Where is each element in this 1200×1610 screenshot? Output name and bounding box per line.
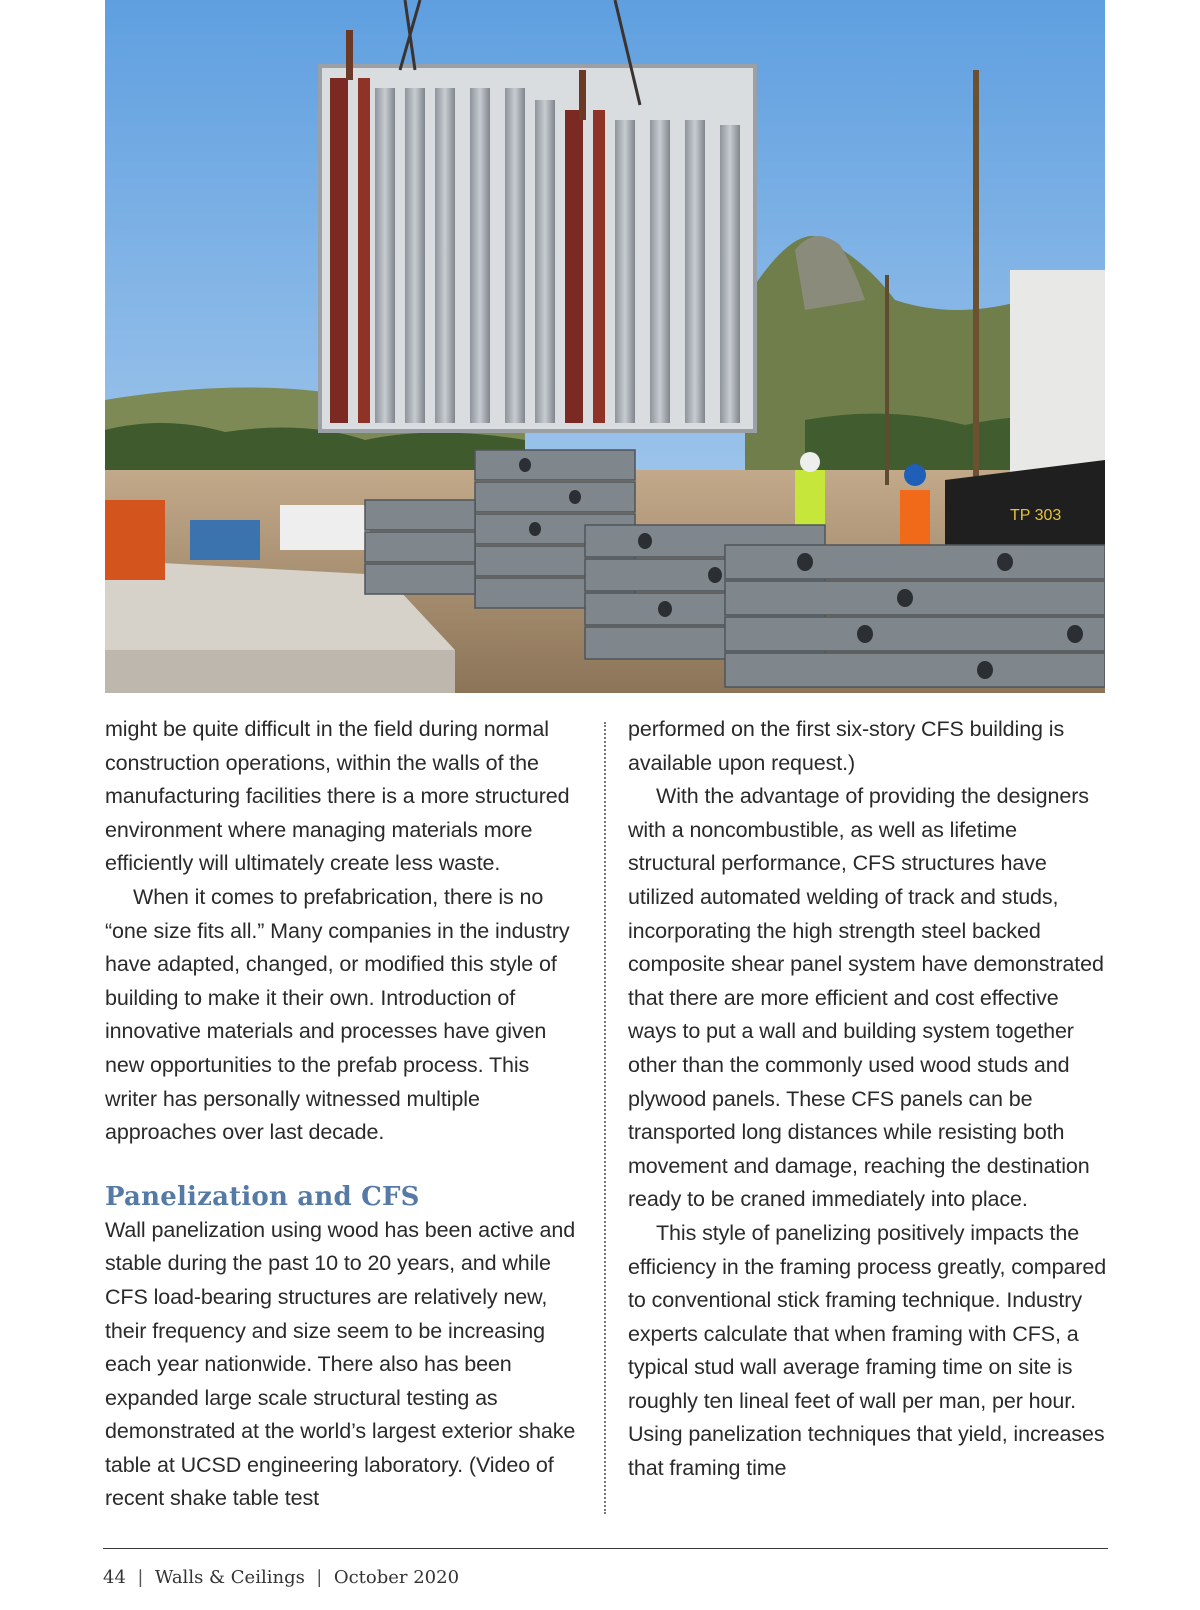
section-heading: Panelization and CFS [105, 1181, 420, 1212]
photo-illustration [105, 0, 1105, 693]
footer-separator: | [137, 1567, 144, 1588]
equipment-label: TP 303 [1010, 507, 1062, 524]
right-column [628, 713, 1108, 1486]
footer-rule [103, 1548, 1108, 1549]
left-paragraph-2: When it comes to prefabrication, there is no “one size fits all.” Many companies in the industry have adapted, changed, or modified this style of building to make it their own. Introduction of innovative materials and processes have given new opportunities to the prefab process. This writer has personally witnessed multiple approaches over last decade. [105, 884, 570, 1145]
left-column [105, 713, 583, 1516]
page-footer [103, 1567, 459, 1588]
right-paragraph-2: With the advantage of providing the designers with a noncombustible, as well as lifetime structural performance, CFS structures have utilized automated welding of track and studs, incorporating the high strength steel backed composite shear panel system have demonstrated that there are more efficient and cost effective ways to put a wall and building system together other than the commonly used wood studs and plywood panels. These CFS panels can be transported long distances while resisting both movement and damage, reaching the destination ready to be craned immediately into place. [628, 784, 1104, 1212]
column-divider [604, 722, 606, 1514]
left-paragraph-1: might be quite difficult in the field during normal construction operations, within the walls of the manufacturing facilities there is a more structured environment where managing materials more efficiently will ultimately create less waste. [105, 717, 570, 876]
publication-name: Walls & Ceilings [154, 1567, 305, 1588]
right-paragraph-3: This style of panelizing positively impacts the efficiency in the framing process greatly, compared to conventional stick framing technique. Industry experts calculate that when framing with CFS, a typical stud wall average framing time on site is roughly ten lineal feet of wall per man, per hour. Using panelization techniques that yield, increases that framing time [628, 1220, 1107, 1481]
right-paragraph-1: performed on the first six-story CFS building is available upon request.) [628, 717, 1065, 775]
page-number: 44 [103, 1567, 126, 1588]
issue-date: October 2020 [333, 1567, 460, 1588]
construction-photo [105, 0, 1105, 693]
footer-separator: | [316, 1567, 323, 1588]
left-paragraph-3: Wall panelization using wood has been active and stable during the past 10 to 20 years, and while CFS load-bearing structures are relatively new, their frequency and size seem to be increasing each year nationwide. There also has been expanded large scale structural testing as demonstrated at the world’s largest exterior shake table at UCSD engineering laboratory. (Video of recent shake table test [105, 1217, 576, 1511]
